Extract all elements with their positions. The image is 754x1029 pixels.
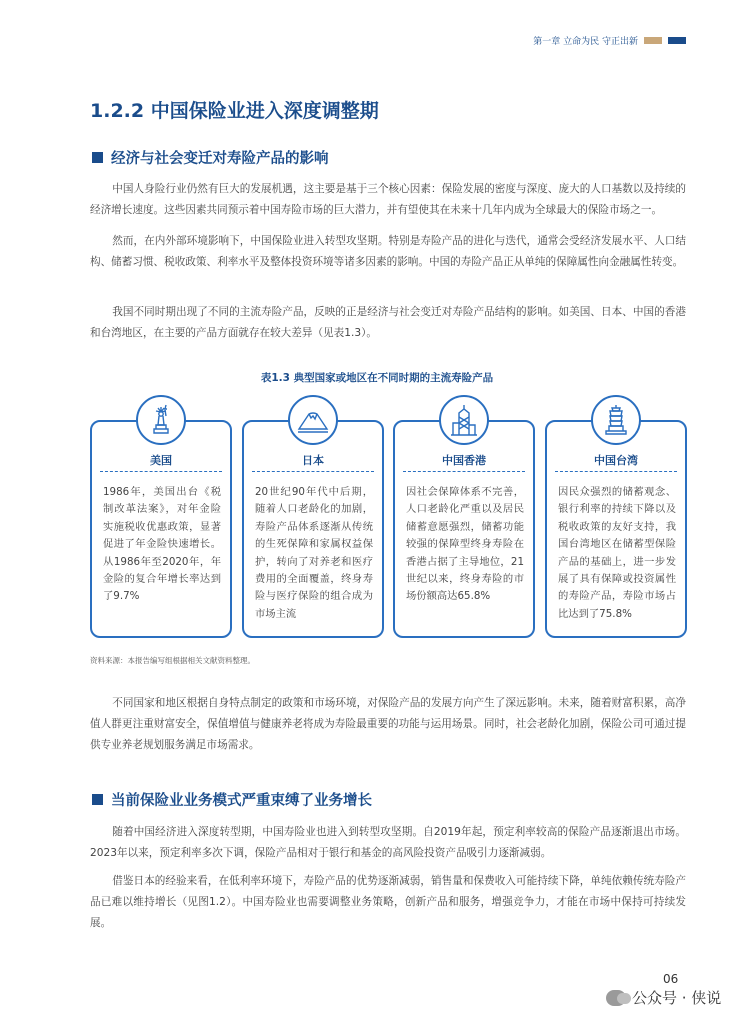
card-title: 美国 <box>150 454 172 467</box>
card-text: 因社会保障体系不完善，人口老龄化严重以及居民储蓄意愿强烈，储蓄功能较强的保障型终身寿险在香港占据了主导地位，21世纪以来，终身寿险的市场份额高达65.8% <box>406 486 524 603</box>
page-number: 06 <box>663 972 679 986</box>
paragraph: 我国不同时期出现了不同的主流寿险产品，反映的正是经济与社会变迁对寿险产品结构的影响。如美国、日本、中国的香港和台湾地区，在主要的产品方面就存在较大差异（见表1.3）。 <box>90 306 686 339</box>
subsection-heading-1 <box>92 147 329 168</box>
card-title: 日本 <box>302 454 324 467</box>
card-text: 1986年，美国出台《税制改革法案》，对年金险实施税收优惠政策，显著促进了年金险快速增长。从1986年至2020年，年金险的复合年增长率达到了9.7% <box>103 486 221 603</box>
paragraph: 随着中国经济进入深度转型期，中国寿险业也进入到转型攻坚期。自2019年起，预定利率较高的保险产品逐渐退出市场。2023年以来，预定利率多次下调，保险产品相对于银行和基金的高风险投资产品吸引力逐渐减弱。 <box>90 826 686 859</box>
subsection-heading-2 <box>92 789 372 810</box>
heading-square-icon <box>92 794 103 805</box>
header-accent-gold <box>644 37 662 44</box>
skyscraper-icon <box>439 395 489 445</box>
card-usa <box>90 420 232 638</box>
watermark-text: 公众号 · 侠说 <box>632 989 722 1007</box>
subsection-title: 当前保险业业务模式严重束缚了业务增长 <box>111 793 372 809</box>
card-taiwan <box>545 420 687 638</box>
paragraph: 不同国家和地区根据自身特点制定的政策和市场环境，对保险产品的发展方向产生了深远影响。未来，随着财富积累，高净值人群更注重财富安全，保值增值与健康养老将成为寿险最重要的功能与运用场景。同时，社会老龄化加剧，保险公司可通过提供专业养老规划服务满足市场需求。 <box>90 697 686 751</box>
watermark <box>606 987 721 1008</box>
chapter-label: 第一章 立命为民 守正出新 <box>533 37 638 47</box>
card-title: 中国香港 <box>442 454 486 467</box>
dashed-divider <box>555 471 677 472</box>
header-accent-blue <box>668 37 686 44</box>
statue-of-liberty-icon <box>136 395 186 445</box>
wechat-icon <box>606 990 626 1006</box>
card-text: 20世纪90年代中后期，随着人口老龄化的加剧，寿险产品体系逐渐从传统的生死保障和家属权益保护，转向了对养老和医疗费用的全面覆盖，终身寿险与医疗保险的组合成为市场主流 <box>255 486 373 620</box>
paragraph: 借鉴日本的经验来看，在低利率环境下，寿险产品的优势逐渐减弱，销售量和保费收入可能持续下降，单纯依赖传统寿险产品已难以维持增长（见图1.2）。中国寿险业也需要调整业务策略，创新产品和服务，增强竞争力，才能在市场中保持可持续发展。 <box>90 875 686 929</box>
table-caption: 表1.3 典型国家或地区在不同时期的主流寿险产品 <box>260 372 494 384</box>
dashed-divider <box>252 471 374 472</box>
mount-fuji-icon <box>288 395 338 445</box>
dashed-divider <box>403 471 525 472</box>
card-japan <box>242 420 384 638</box>
dashed-divider <box>100 471 222 472</box>
heading-square-icon <box>92 152 103 163</box>
subsection-title: 经济与社会变迁对寿险产品的影响 <box>111 151 329 167</box>
section-title: 1.2.2 中国保险业进入深度调整期 <box>90 100 379 122</box>
card-hongkong <box>393 420 535 638</box>
table-source-note: 资料来源：本报告编写组根据相关文献资料整理。 <box>90 656 255 665</box>
card-text: 因民众强烈的储蓄观念、银行利率的持续下降以及税收政策的友好支持，我国台湾地区在储蓄型保险产品的基础上，进一步发展了具有保障或投资属性的寿险产品，寿险市场占比达到了75.8% <box>558 486 676 620</box>
card-title: 中国台湾 <box>594 454 638 467</box>
pagoda-tower-icon <box>591 395 641 445</box>
paragraph: 中国人身险行业仍然有巨大的发展机遇，这主要是基于三个核心因素：保险发展的密度与深度、庞大的人口基数以及持续的经济增长速度。这些因素共同预示着中国寿险市场的巨大潜力，并有望使其在未来十几年内成为全球最大的保险市场之一。 <box>90 183 686 216</box>
paragraph: 然而，在内外部环境影响下，中国保险业进入转型攻坚期。特别是寿险产品的进化与迭代，通常会受经济发展水平、人口结构、储蓄习惯、税收政策、利率水平及整体投资环境等诸多因素的影响。中国的寿险产品正从单纯的保障属性向金融属性转变。 <box>90 235 686 268</box>
running-header <box>533 34 686 47</box>
